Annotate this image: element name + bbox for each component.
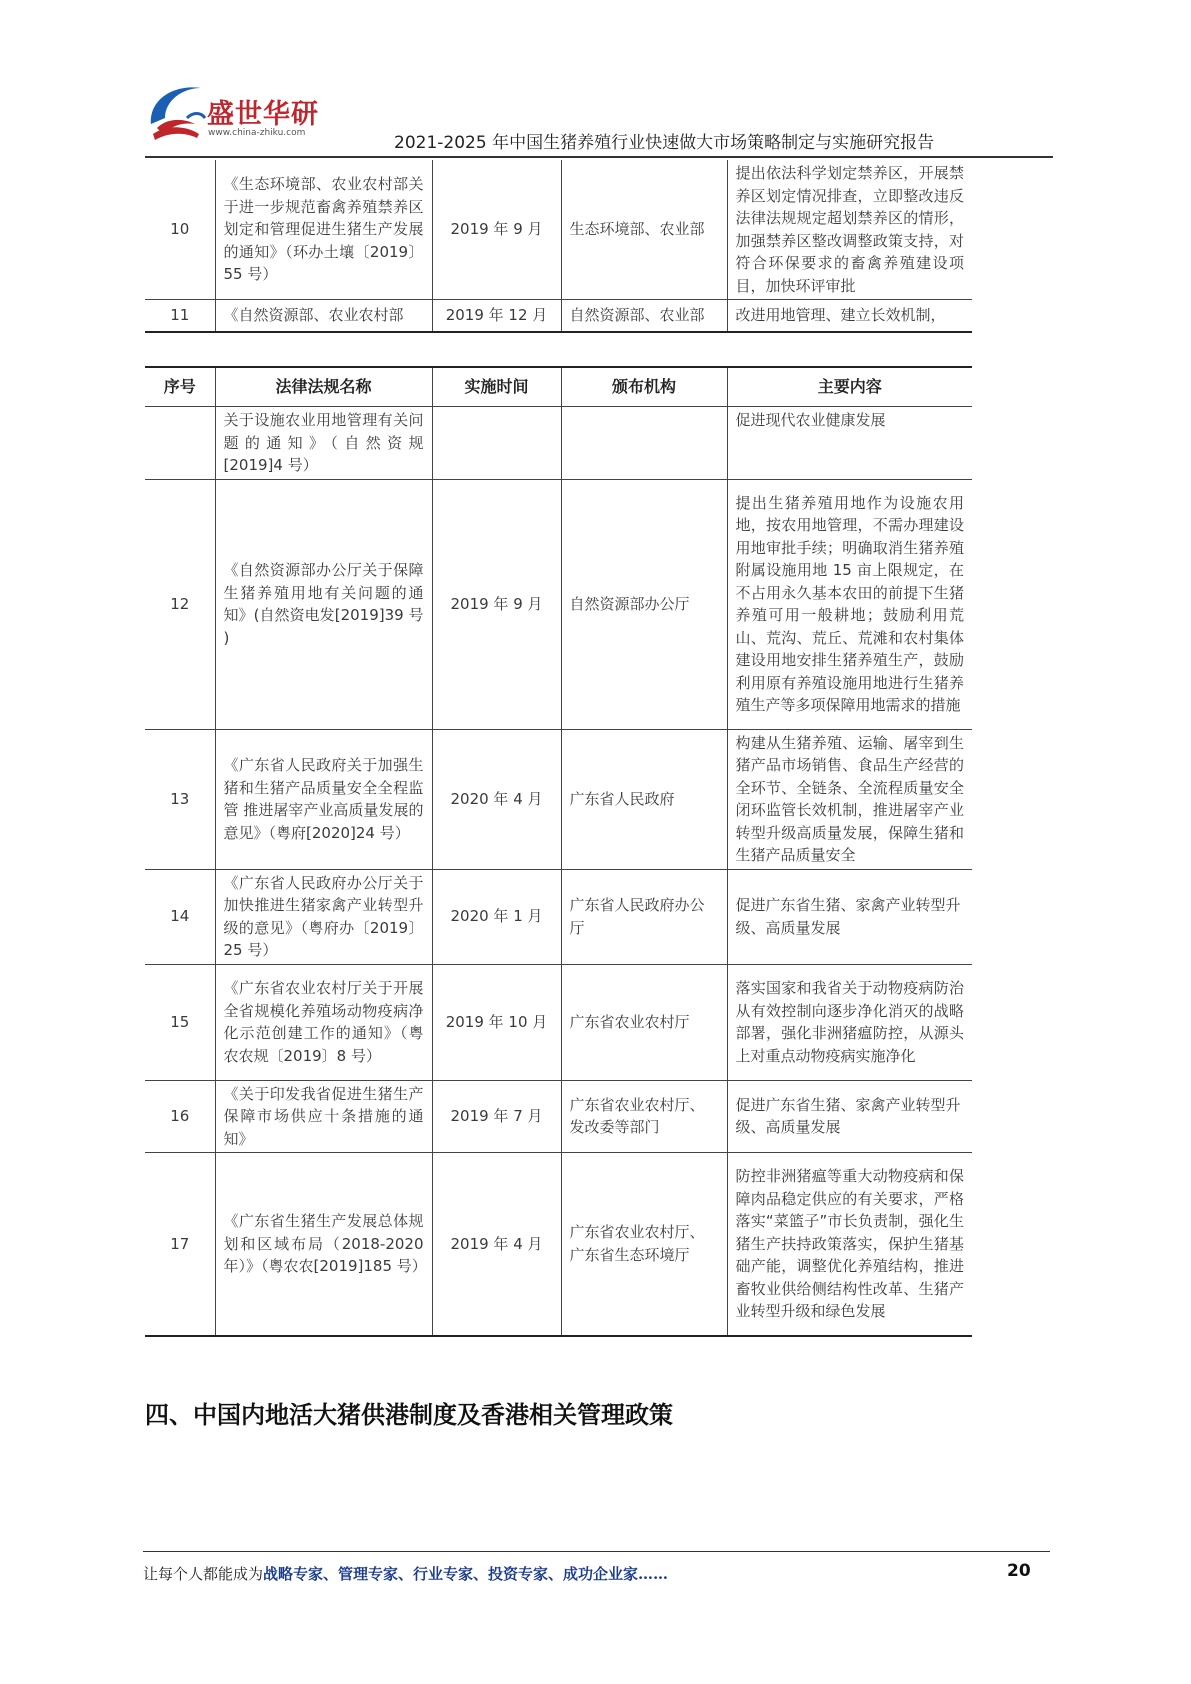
table-header-row [145,367,972,407]
row-date: 2019 年 4 月 [432,1153,561,1336]
page-number: 20 [1007,1561,1031,1581]
row-issuer: 广东省人民政府办公厅 [561,869,727,964]
row-date: 2019 年 9 月 [432,479,561,729]
policy-table-continued [145,160,972,333]
row-no: 17 [145,1153,215,1336]
table-row [145,479,972,729]
col-header-name: 法律法规名称 [215,367,432,407]
row-issuer: 生态环境部、农业部 [561,160,727,300]
row-no: 10 [145,160,215,300]
row-issuer: 广东省农业农村厅、广东省生态环境厅 [561,1153,727,1336]
row-no: 13 [145,729,215,869]
row-name: 《关于印发我省促进生猪生产保障市场供应十条措施的通知》 [215,1080,432,1153]
row-issuer: 广东省人民政府 [561,729,727,869]
row-issuer: 自然资源部办公厅 [561,479,727,729]
row-date: 2019 年 10 月 [432,964,561,1080]
row-name: 关于设施农业用地管理有关问题的通知》（自然资规[2019]4 号） [215,407,432,480]
row-issuer: 广东省农业农村厅 [561,964,727,1080]
policy-table [145,366,972,1337]
row-name: 《广东省生猪生产发展总体规划和区域布局（2018-2020 年）》（粤农农[2019]185 号） [215,1153,432,1336]
logo-name: 盛世华研 [207,99,319,130]
row-issuer: 广东省农业农村厅、发改委等部门 [561,1080,727,1153]
col-header-content: 主要内容 [727,367,972,407]
row-name: 《广东省人民政府关于加强生猪和生猪产品质量安全全程监管 推进屠宰产业高质量发展的意见》（粤府[2020]24 号） [215,729,432,869]
row-no: 15 [145,964,215,1080]
row-name: 《广东省农业农村厅关于开展全省规模化养殖场动物疫病净化示范创建工作的通知》（粤农农规〔2019〕8 号） [215,964,432,1080]
col-header-issuer: 颁布机构 [561,367,727,407]
row-content: 改进用地管理、建立长效机制， [727,300,972,332]
footer-divider [143,1551,1050,1552]
row-date: 2019 年 12 月 [432,300,561,332]
row-content: 落实国家和我省关于动物疫病防治从有效控制向逐步净化消灭的战略部署，强化非洲猪瘟防控，从源头上对重点动物疫病实施净化 [727,964,972,1080]
table-row-continuation [145,407,972,480]
section-heading: 四、中国内地活大猪供港制度及香港相关管理政策 [145,1401,673,1429]
row-date: 2020 年 1 月 [432,869,561,964]
header-divider [145,156,1053,158]
table-row [145,1153,972,1336]
row-no: 11 [145,300,215,332]
row-name: 《生态环境部、农业农村部关于进一步规范畜禽养殖禁养区划定和管理促进生猪生产发展的通知》（环办土壤〔2019〕55 号） [215,160,432,300]
table-row [145,964,972,1080]
report-title: 2021-2025 年中国生猪养殖行业快速做大市场策略制定与实施研究报告 [394,133,935,153]
table-row [145,1080,972,1153]
row-name: 《自然资源部办公厅关于保障生猪养殖用地有关问题的通知》(自然资电发[2019]39 号 ) [215,479,432,729]
footer-slogan-prefix: 让每个人都能成为 [143,1565,264,1583]
table-row [145,300,972,332]
table-row [145,729,972,869]
footer-slogan-highlight: 战略专家、管理专家、行业专家、投资专家、成功企业家…… [263,1565,669,1583]
row-content: 提出生猪养殖用地作为设施农用地，按农用地管理，不需办理建设用地审批手续；明确取消生猪养殖附属设施用地 15 亩上限规定，在不占用永久基本农田的前提下生猪养殖可用一般耕地；鼓励利用荒山、荒沟、荒丘、荒滩和农村集体建设用地安排生猪养殖生产，鼓励利用原有养殖设施用地进行生猪养殖生产等多项保障用地需求的措施 [727,479,972,729]
logo-url: www.china-zhiku.com [208,128,306,138]
row-date: 2019 年 7 月 [432,1080,561,1153]
table-row [145,160,972,300]
row-content: 促进广东省生猪、家禽产业转型升级、高质量发展 [727,1080,972,1153]
row-issuer: 自然资源部、农业部 [561,300,727,332]
row-no: 14 [145,869,215,964]
table-row [145,869,972,964]
row-date [432,407,561,480]
row-no [145,407,215,480]
row-name: 《自然资源部、农业农村部 [215,300,432,332]
row-content: 提出依法科学划定禁养区，开展禁养区划定情况排查，立即整改违反法律法规规定超划禁养区的情形，加强禁养区整改调整政策支持，对符合环保要求的畜禽养殖建设项目，加快环评审批 [727,160,972,300]
col-header-no: 序号 [145,367,215,407]
footer-slogan [143,1563,668,1584]
row-content: 防控非洲猪瘟等重大动物疫病和保障肉品稳定供应的有关要求，严格落实“菜篮子”市长负责制，强化生猪生产扶持政策落实，保护生猪基础产能，调整优化养殖结构，推进畜牧业供给侧结构性改革、生猪产业转型升级和绿色发展 [727,1153,972,1336]
col-header-date: 实施时间 [432,367,561,407]
row-content: 促进广东省生猪、家禽产业转型升级、高质量发展 [727,869,972,964]
row-no: 12 [145,479,215,729]
row-date: 2019 年 9 月 [432,160,561,300]
row-no: 16 [145,1080,215,1153]
row-date: 2020 年 4 月 [432,729,561,869]
row-content: 促进现代农业健康发展 [727,407,972,480]
row-content: 构建从生猪养殖、运输、屠宰到生猪产品市场销售、食品生产经营的全环节、全链条、全流程质量安全闭环监管长效机制，推进屠宰产业转型升级高质量发展，保障生猪和生猪产品质量安全 [727,729,972,869]
row-name: 《广东省人民政府办公厅关于加快推进生猪家禽产业转型升级的意见》（粤府办〔2019〕25 号） [215,869,432,964]
row-issuer [561,407,727,480]
